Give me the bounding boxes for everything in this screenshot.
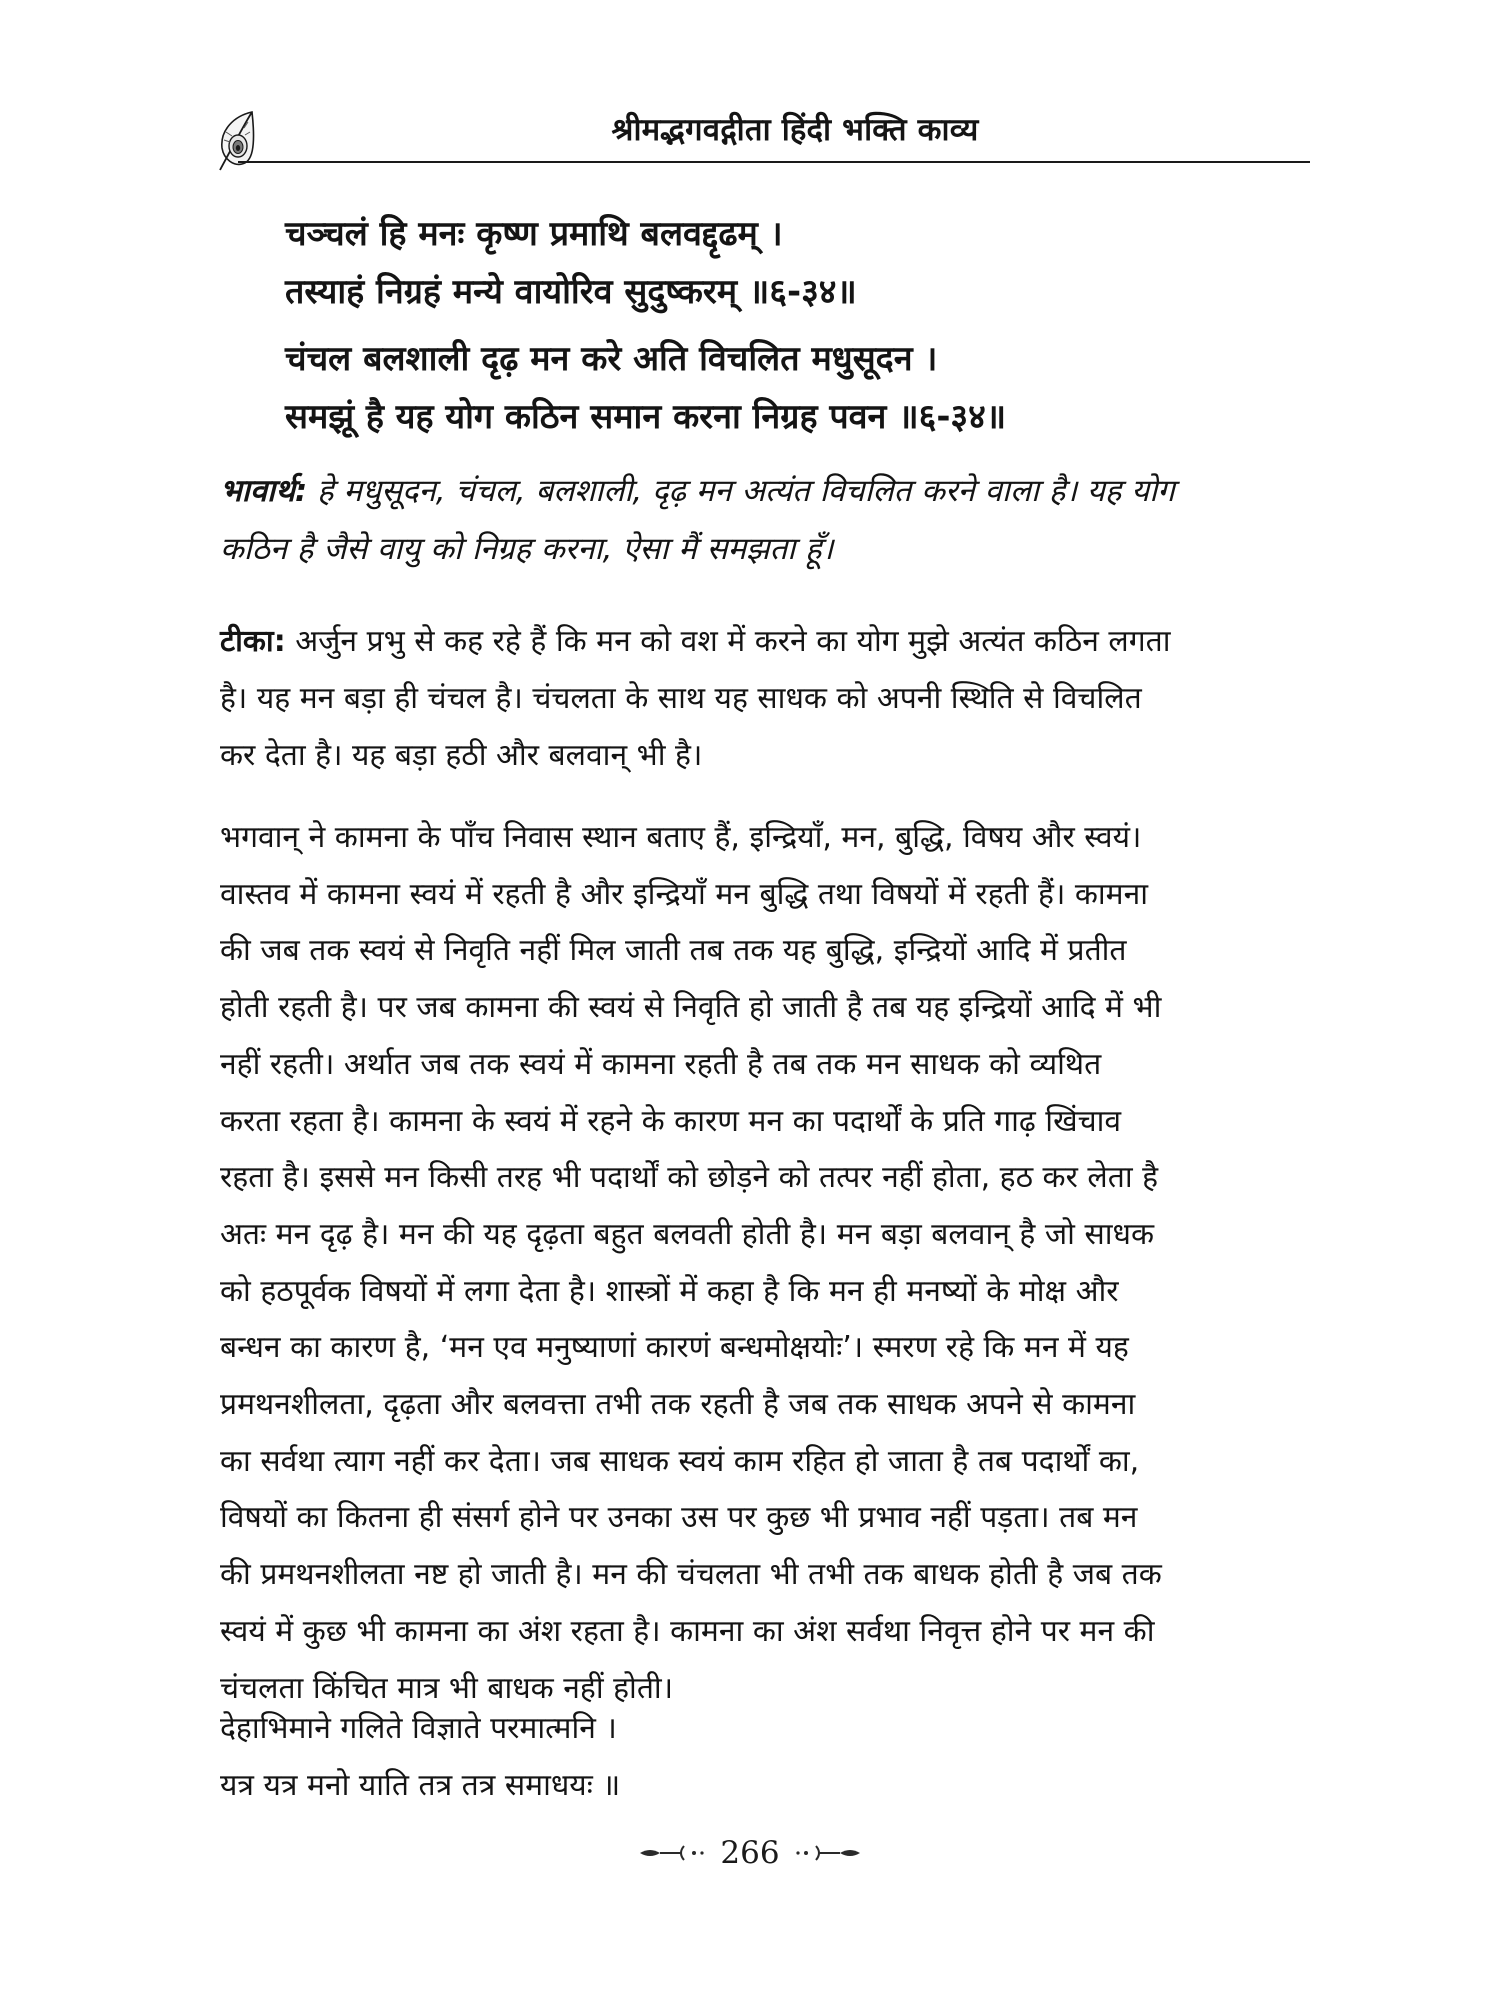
paragraph-line: प्रमथनशीलता, दृढ़ता और बलवत्ता तभी तक रहती है जब तक साधक अपने से कामना <box>220 1387 1136 1423</box>
paragraph-line: होती रहती है। पर जब कामना की स्वयं से निवृति हो जाती है तब यह इन्द्रियों आदि में भी <box>220 990 1162 1026</box>
tika-line: कर देता है। यह बड़ा हठी और बलवान् भी है। <box>220 738 703 773</box>
tika-text: अर्जुन प्रभु से कह रहे हैं कि मन को वश में करने का योग मुझे अत्यंत कठिन लगता <box>285 624 1171 659</box>
closing-shloka-line: देहाभिमाने गलिते विज्ञाते परमात्मनि । <box>220 1711 617 1746</box>
header-title: श्रीमद्भगवद्गीता हिंदी भक्ति काव्य <box>611 112 979 148</box>
paragraph-line: भगवान् ने कामना के पाँच निवास स्थान बताए हैं, इन्द्रियाँ, मन, बुद्धि, विषय और स्वयं। <box>220 820 1142 855</box>
left-ornament-icon <box>638 1843 708 1863</box>
bhavarth-line: कठिन है जैसे वायु को निग्रह करना, ऐसा मैं समझता हूँ। <box>220 531 834 567</box>
right-ornament-icon <box>792 1843 862 1863</box>
verse-line: समझूं है यह योग कठिन समान करना निग्रह पवन ॥६-३४॥ <box>285 397 1007 437</box>
paragraph-line: स्वयं में कुछ भी कामना का अंश रहता है। कामना का अंश सर्वथा निवृत्त होने पर मन की <box>220 1613 1155 1649</box>
commentary-paragraph <box>220 810 1300 1717</box>
closing-shloka <box>220 1700 1300 1814</box>
paragraph-line: रहता है। इससे मन किसी तरह भी पदार्थों को छोड़ने को तत्पर नहीं होता, हठ कर लेता है <box>220 1160 1159 1196</box>
paragraph-line: विषयों का कितना ही संसर्ग होने पर उनका उस पर कुछ भी प्रभाव नहीं पड़ता। तब मन <box>220 1500 1138 1536</box>
header-rule <box>238 161 1310 163</box>
paragraph-line: चंचलता किंचित मात्र भी बाधक नहीं होती। <box>220 1670 674 1706</box>
verse-line: चंचल बलशाली दृढ़ मन करे अति विचलित मधुसूदन । <box>285 339 938 379</box>
tika-line: है। यह मन बड़ा ही चंचल है। चंचलता के साथ यह साधक को अपनी स्थिति से विचलित <box>220 681 1142 716</box>
bhavarth-line <box>220 462 1300 520</box>
paragraph-line: बन्धन का कारण है, ‘मन एव मनुष्याणां कारणं बन्धमोक्षयोः’। स्मरण रहे कि मन में यह <box>220 1330 1129 1366</box>
paragraph-line: नहीं रहती। अर्थात जब तक स्वयं में कामना रहती है तब तक मन साधक को व्यथित <box>220 1046 1102 1082</box>
bhavarth-text: हे मधुसूदन, चंचल, बलशाली, दृढ़ मन अत्यंत विचलित करने वाला है। यह योग <box>307 473 1175 509</box>
paragraph-line: वास्तव में कामना स्वयं में रहती है और इन्द्रियाँ मन बुद्धि तथा विषयों में रहती हैं। कामना <box>220 876 1149 912</box>
paragraph-line: का सर्वथा त्याग नहीं कर देता। जब साधक स्वयं काम रहित हो जाता है तब पदार्थों का, <box>220 1443 1140 1479</box>
closing-shloka-line: यत्र यत्र मनो याति तत्र तत्र समाधयः ॥ <box>220 1768 621 1803</box>
page-footer <box>0 1835 1500 1871</box>
tika-section <box>220 613 1300 784</box>
paragraph-line: को हठपूर्वक विषयों में लगा देता है। शास्त्रों में कहा है कि मन ही मनष्यों के मोक्ष और <box>220 1273 1119 1309</box>
hindi-verse <box>285 330 1365 446</box>
tika-line <box>220 613 1300 670</box>
tika-label: टीका: <box>220 624 286 659</box>
paragraph-line: की जब तक स्वयं से निवृति नहीं मिल जाती तब तक यह बुद्धि, इन्द्रियों आदि में प्रतीत <box>220 933 1127 969</box>
bhavarth-label: भावार्थ: <box>220 473 308 509</box>
paragraph-line: की प्रमथनशीलता नष्ट हो जाती है। मन की चंचलता भी तभी तक बाधक होती है जब तक <box>220 1557 1162 1593</box>
running-header <box>200 100 1310 170</box>
sanskrit-shloka <box>285 205 1365 321</box>
paragraph-line: अतः मन दृढ़ है। मन की यह दृढ़ता बहुत बलवती होती है। मन बड़ा बलवान् है जो साधक <box>220 1216 1154 1252</box>
paragraph-line: करता रहता है। कामना के स्वयं में रहने के कारण मन का पदार्थों के प्रति गाढ़ खिंचाव <box>220 1103 1122 1139</box>
shloka-line: चञ्चलं हि मनः कृष्ण प्रमाथि बलवद्दृढम् । <box>285 214 783 254</box>
page-number: 266 <box>720 1835 780 1871</box>
shloka-line: तस्याहं निग्रहं मन्ये वायोरिव सुदुष्करम् ॥६-३४॥ <box>285 272 857 312</box>
bhavarth-section <box>220 462 1300 578</box>
